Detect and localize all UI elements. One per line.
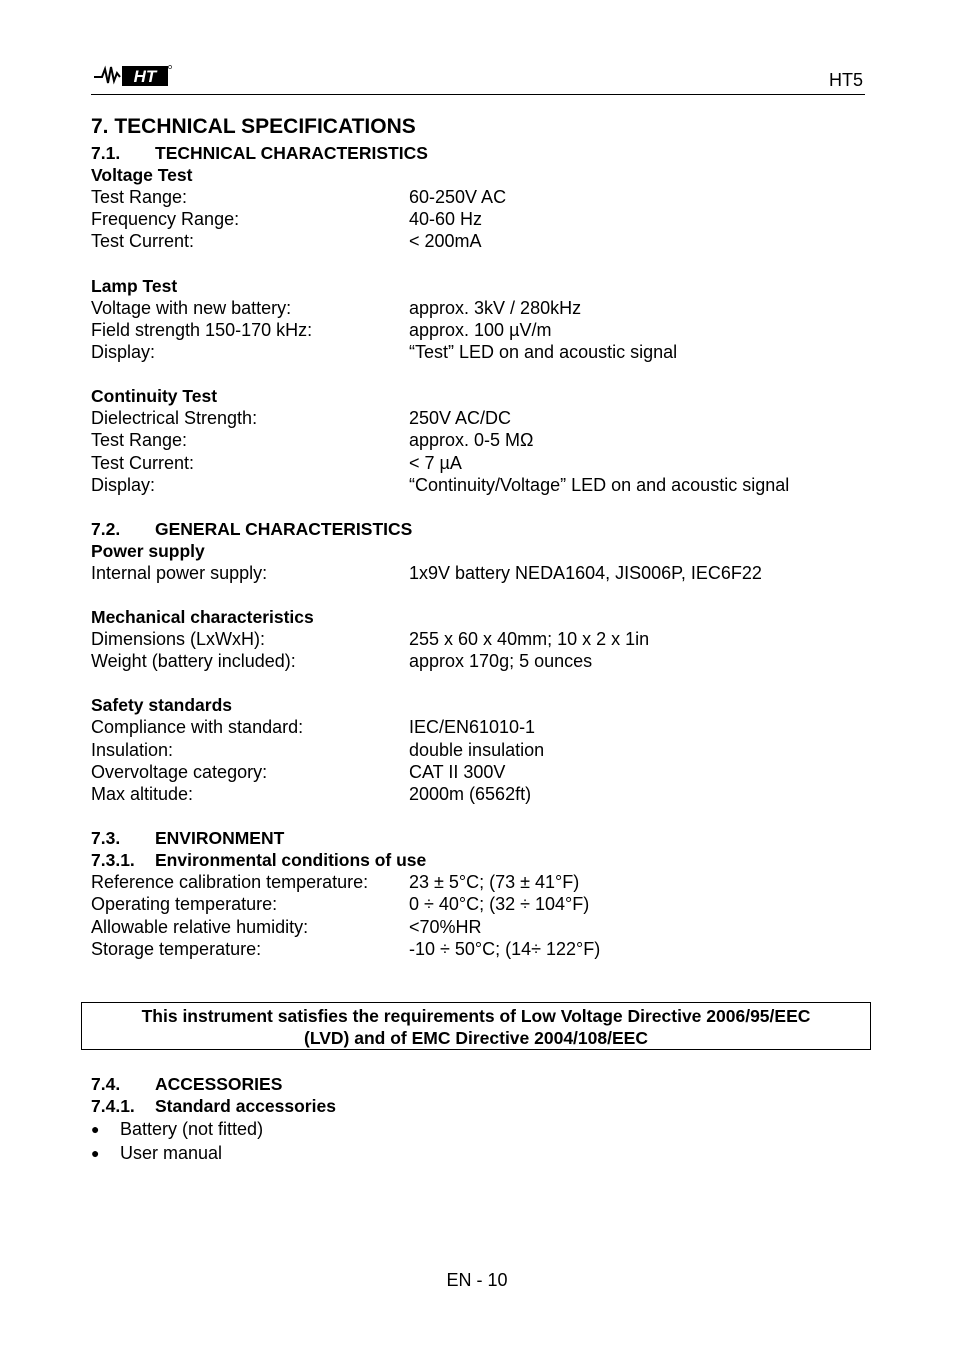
spec-value: “Test” LED on and acoustic signal bbox=[409, 341, 678, 362]
spec-label: Allowable relative humidity: bbox=[91, 916, 309, 937]
spec-label: Overvoltage category: bbox=[91, 761, 268, 782]
spec-value: <70%HR bbox=[409, 916, 482, 937]
spec-row bbox=[91, 562, 881, 584]
spec-value: 1x9V battery NEDA1604, JIS006P, IEC6F22 bbox=[409, 562, 762, 583]
section-number: 7.3.1. bbox=[91, 850, 135, 871]
list-item bbox=[91, 1141, 865, 1165]
safety-rows bbox=[91, 716, 881, 805]
spec-label: Test Current: bbox=[91, 452, 195, 473]
voltage-test-rows bbox=[91, 186, 881, 253]
spec-label: Frequency Range: bbox=[91, 209, 240, 230]
spec-row bbox=[91, 407, 881, 429]
spec-row bbox=[91, 429, 881, 451]
spec-row bbox=[91, 650, 881, 672]
spec-value: CAT II 300V bbox=[409, 761, 506, 782]
continuity-test-rows bbox=[91, 407, 881, 496]
svg-text:HT: HT bbox=[133, 67, 157, 86]
spec-label: Storage temperature: bbox=[91, 938, 262, 959]
section-title: Standard accessories bbox=[155, 1096, 336, 1116]
page-title: 7. TECHNICAL SPECIFICATIONS bbox=[91, 115, 416, 138]
main-content bbox=[91, 112, 881, 960]
accessories-section bbox=[91, 1073, 865, 1165]
spec-label: Display: bbox=[91, 341, 156, 362]
spec-label: Field strength 150-170 kHz: bbox=[91, 319, 313, 340]
spec-value: 60-250V AC bbox=[409, 187, 507, 207]
spec-value: 23 ± 5°C; (73 ± 41°F) bbox=[409, 872, 580, 893]
section-number: 7.3. bbox=[91, 828, 121, 849]
spec-label: Weight (battery included): bbox=[91, 651, 296, 672]
spec-value: approx 170g; 5 ounces bbox=[409, 651, 593, 672]
section-number: 7.2. bbox=[91, 518, 121, 539]
spec-label: Operating temperature: bbox=[91, 894, 278, 915]
spec-value: 0 ÷ 40°C; (32 ÷ 104°F) bbox=[409, 894, 590, 915]
spec-value: IEC/EN61010-1 bbox=[409, 717, 536, 738]
spec-label: Test Range: bbox=[91, 430, 188, 451]
voltage-test-heading: Voltage Test bbox=[91, 165, 193, 185]
notice-line-1: This instrument satisfies the requirements of Low Voltage Directive 2006/95/EEC bbox=[141, 1006, 811, 1026]
spec-value: < 200mA bbox=[409, 231, 482, 252]
spec-row bbox=[91, 716, 881, 738]
spec-row bbox=[91, 739, 881, 761]
spec-label: Dielectrical Strength: bbox=[91, 408, 258, 429]
power-supply-heading: Power supply bbox=[91, 540, 205, 561]
notice-line-2: (LVD) and of EMC Directive 2004/108/EEC bbox=[304, 1028, 648, 1048]
lamp-test-heading: Lamp Test bbox=[91, 275, 178, 296]
spec-row bbox=[91, 938, 881, 960]
bullet-icon: ● bbox=[91, 1145, 100, 1161]
bullet-icon: ● bbox=[91, 1121, 100, 1137]
spec-value: 40-60 Hz bbox=[409, 209, 483, 230]
spec-row bbox=[91, 297, 881, 319]
spec-value: approx. 3kV / 280kHz bbox=[409, 297, 582, 318]
spec-label: Insulation: bbox=[91, 739, 174, 760]
spec-label: Max altitude: bbox=[91, 784, 194, 804]
spec-row bbox=[91, 230, 881, 252]
section-title: TECHNICAL CHARACTERISTICS bbox=[155, 143, 428, 163]
page-header bbox=[91, 60, 865, 95]
section-title: GENERAL CHARACTERISTICS bbox=[155, 518, 413, 539]
spec-row bbox=[91, 916, 881, 938]
section-title: ACCESSORIES bbox=[155, 1074, 283, 1094]
ht-logo-icon bbox=[92, 63, 172, 89]
spec-row bbox=[91, 871, 881, 893]
section-7-3-heading bbox=[91, 827, 881, 849]
power-supply-rows bbox=[91, 562, 881, 584]
spec-label: Test Range: bbox=[91, 187, 188, 207]
section-7-1-heading bbox=[91, 142, 881, 164]
lamp-test-rows bbox=[91, 297, 881, 364]
spec-value: double insulation bbox=[409, 739, 545, 760]
spec-value: 255 x 60 x 40mm; 10 x 2 x 1in bbox=[409, 629, 650, 650]
spec-row bbox=[91, 208, 881, 230]
model-name: HT5 bbox=[828, 70, 863, 90]
spec-row bbox=[91, 893, 881, 915]
spec-row bbox=[91, 319, 881, 341]
spec-value: 250V AC/DC bbox=[409, 408, 512, 429]
safety-heading: Safety standards bbox=[91, 695, 233, 716]
accessory-label: Battery (not fitted) bbox=[120, 1119, 264, 1139]
section-number: 7.4.1. bbox=[91, 1096, 135, 1116]
spec-label: Display: bbox=[91, 474, 156, 495]
spec-label: Test Current: bbox=[91, 231, 195, 252]
spec-label: Compliance with standard: bbox=[91, 717, 304, 738]
section-7-3-1-heading bbox=[91, 849, 881, 871]
spec-value: “Continuity/Voltage” LED on and acoustic signal bbox=[409, 474, 790, 495]
page-number: EN - 10 bbox=[446, 1270, 508, 1290]
spec-label: Internal power supply: bbox=[91, 562, 268, 583]
spec-row bbox=[91, 628, 881, 650]
spec-row bbox=[91, 452, 881, 474]
section-number: 7.1. bbox=[91, 143, 121, 163]
spec-row bbox=[91, 341, 881, 363]
spec-label: Dimensions (LxWxH): bbox=[91, 629, 266, 650]
spec-value: approx. 0-5 MΩ bbox=[409, 430, 534, 451]
spec-row bbox=[91, 474, 881, 496]
list-item bbox=[91, 1117, 865, 1141]
continuity-test-heading: Continuity Test bbox=[91, 386, 218, 407]
accessory-label: User manual bbox=[120, 1143, 223, 1163]
spec-value: 2000m (6562ft) bbox=[409, 784, 532, 804]
section-title: ENVIRONMENT bbox=[155, 828, 285, 849]
environment-rows bbox=[91, 871, 881, 960]
spec-value: approx. 100 µV/m bbox=[409, 319, 552, 340]
section-7-4-heading bbox=[91, 1073, 865, 1095]
section-title: Environmental conditions of use bbox=[155, 850, 427, 871]
mechanical-heading: Mechanical characteristics bbox=[91, 607, 314, 628]
spec-row bbox=[91, 186, 881, 208]
section-7-2-heading bbox=[91, 518, 881, 540]
spec-label: Voltage with new battery: bbox=[91, 297, 292, 318]
section-number: 7.4. bbox=[91, 1074, 121, 1094]
spec-row bbox=[91, 783, 881, 805]
mechanical-rows bbox=[91, 628, 881, 672]
spec-value: -10 ÷ 50°C; (14÷ 122°F) bbox=[409, 938, 601, 959]
spec-label: Reference calibration temperature: bbox=[91, 872, 369, 893]
compliance-notice bbox=[81, 1002, 871, 1050]
spec-value: < 7 µA bbox=[409, 452, 462, 473]
spec-row bbox=[91, 761, 881, 783]
section-7-4-1-heading bbox=[91, 1095, 865, 1117]
